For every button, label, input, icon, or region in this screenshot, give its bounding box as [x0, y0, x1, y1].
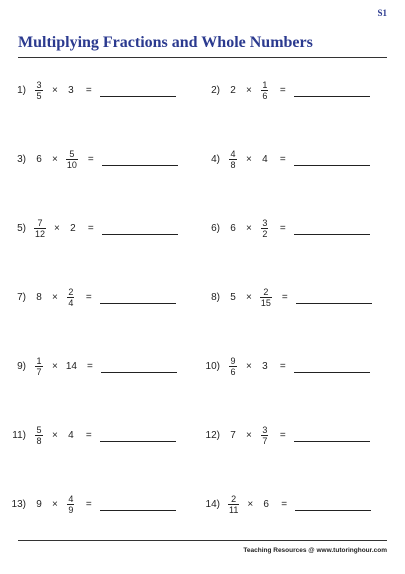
equals-sign: = [281, 498, 288, 510]
fraction [34, 218, 46, 239]
problem-number: 1) [17, 84, 26, 96]
denominator: 10 [66, 159, 77, 170]
numerator: 5 [36, 424, 42, 435]
denominator: 7 [262, 435, 268, 446]
denominator: 12 [35, 228, 46, 239]
times-sign: × [52, 291, 58, 303]
footer-divider [18, 540, 387, 541]
fraction-stack [67, 287, 74, 308]
title-divider [18, 57, 387, 58]
fraction [260, 425, 270, 446]
fraction-stack [66, 149, 78, 170]
equals-sign: = [279, 222, 286, 234]
fraction-stack [67, 494, 74, 515]
problem-number: 12) [205, 429, 220, 441]
denominator: 11 [229, 504, 239, 515]
equals-sign: = [86, 360, 93, 372]
fraction [260, 287, 272, 308]
fraction-stack [35, 425, 42, 446]
times-sign: × [52, 153, 58, 165]
answer-blank[interactable] [100, 498, 176, 511]
answer-blank[interactable] [294, 360, 370, 373]
problem-item [6, 282, 176, 312]
equals-sign: = [85, 84, 92, 96]
denominator: 7 [36, 366, 42, 377]
problem-item [6, 144, 178, 174]
problem-number: 2) [211, 84, 220, 96]
times-sign: × [52, 498, 58, 510]
equals-sign: = [85, 429, 92, 441]
denominator: 6 [262, 90, 268, 101]
whole-number: 4 [68, 429, 74, 441]
problem-number: 14) [205, 498, 220, 510]
problem-item [200, 282, 372, 312]
numerator: 2 [263, 286, 269, 297]
denominator: 15 [260, 297, 271, 308]
whole-number: 3 [262, 360, 268, 372]
fraction [34, 80, 44, 101]
whole-number: 14 [65, 360, 77, 372]
problem-item [200, 489, 371, 519]
equals-sign: = [279, 153, 286, 165]
fraction [228, 149, 238, 170]
problem-item [6, 489, 176, 519]
problem-item [200, 213, 370, 243]
fraction [34, 425, 44, 446]
answer-blank[interactable] [294, 153, 370, 166]
problem-number: 10) [205, 360, 220, 372]
denominator: 6 [230, 366, 236, 377]
times-sign: × [246, 429, 252, 441]
sheet-code: S1 [377, 8, 387, 18]
numerator: 3 [36, 79, 42, 90]
problem-item [6, 351, 177, 381]
whole-number: 2 [230, 84, 236, 96]
fraction-stack [261, 80, 268, 101]
fraction [228, 356, 238, 377]
equals-sign: = [279, 429, 286, 441]
numerator: 4 [230, 148, 236, 159]
answer-blank[interactable] [294, 222, 370, 235]
fraction [66, 494, 76, 515]
fraction [228, 494, 239, 515]
equals-sign: = [279, 84, 286, 96]
whole-number: 6 [36, 153, 42, 165]
fraction-stack [229, 356, 236, 377]
problem-number: 9) [17, 360, 26, 372]
problem-number: 4) [211, 153, 220, 165]
times-sign: × [52, 360, 58, 372]
problem-number: 13) [11, 498, 26, 510]
whole-number: 7 [230, 429, 236, 441]
equals-sign: = [87, 222, 94, 234]
equals-sign: = [85, 498, 92, 510]
problem-number: 6) [211, 222, 220, 234]
answer-blank[interactable] [101, 360, 177, 373]
times-sign: × [247, 498, 254, 510]
fraction [34, 356, 44, 377]
numerator: 1 [262, 79, 268, 90]
numerator: 2 [68, 286, 74, 297]
answer-blank[interactable] [296, 291, 372, 304]
times-sign: × [246, 360, 252, 372]
fraction-stack [260, 287, 272, 308]
numerator: 7 [37, 217, 43, 228]
equals-sign: = [281, 291, 288, 303]
numerator: 4 [68, 493, 74, 504]
answer-blank[interactable] [100, 84, 176, 97]
problem-item [6, 75, 176, 105]
problem-number: 7) [17, 291, 26, 303]
whole-number: 6 [263, 498, 269, 510]
answer-blank[interactable] [294, 84, 370, 97]
problem-item [200, 144, 370, 174]
problem-number: 11) [12, 429, 26, 441]
fraction-stack [34, 218, 46, 239]
times-sign: × [52, 429, 58, 441]
fraction [66, 149, 78, 170]
numerator: 2 [231, 493, 237, 504]
denominator: 4 [68, 297, 74, 308]
footer-label: Teaching Resources @ [243, 547, 315, 554]
fraction [260, 80, 270, 101]
answer-blank[interactable] [102, 153, 178, 166]
numerator: 3 [262, 424, 268, 435]
problem-number: 5) [17, 222, 26, 234]
times-sign: × [246, 153, 252, 165]
numerator: 9 [230, 355, 236, 366]
answer-blank[interactable] [294, 429, 370, 442]
times-sign: × [246, 291, 252, 303]
whole-number: 2 [70, 222, 76, 234]
whole-number: 5 [230, 291, 236, 303]
times-sign: × [246, 84, 252, 96]
denominator: 2 [262, 228, 268, 239]
fraction-stack [228, 494, 239, 515]
fraction [66, 287, 76, 308]
whole-number: 8 [36, 291, 42, 303]
equals-sign: = [87, 153, 94, 165]
problem-item [6, 213, 178, 243]
whole-number: 3 [68, 84, 74, 96]
problem-item [200, 75, 370, 105]
footer-credit [243, 547, 387, 554]
answer-blank[interactable] [102, 222, 178, 235]
times-sign: × [52, 84, 58, 96]
equals-sign: = [279, 360, 286, 372]
denominator: 9 [68, 504, 74, 515]
problem-number: 3) [17, 153, 26, 165]
answer-blank[interactable] [295, 498, 371, 511]
denominator: 8 [230, 159, 236, 170]
problem-item [200, 420, 370, 450]
footer-site: www.tutoringhour.com [316, 547, 387, 554]
answer-blank[interactable] [100, 429, 176, 442]
problem-number: 8) [211, 291, 220, 303]
times-sign: × [54, 222, 60, 234]
denominator: 5 [36, 90, 42, 101]
fraction-stack [35, 356, 42, 377]
numerator: 1 [36, 355, 42, 366]
denominator: 8 [36, 435, 42, 446]
fraction-stack [261, 425, 268, 446]
equals-sign: = [85, 291, 92, 303]
whole-number: 9 [36, 498, 42, 510]
numerator: 3 [262, 217, 268, 228]
answer-blank[interactable] [100, 291, 176, 304]
page-title: Multiplying Fractions and Whole Numbers [18, 34, 313, 51]
problem-item [200, 351, 370, 381]
fraction [260, 218, 270, 239]
fraction-stack [229, 149, 236, 170]
whole-number: 6 [230, 222, 236, 234]
numerator: 5 [69, 148, 75, 159]
times-sign: × [246, 222, 252, 234]
fraction-stack [261, 218, 268, 239]
whole-number: 4 [262, 153, 268, 165]
problem-item [6, 420, 176, 450]
fraction-stack [35, 80, 42, 101]
